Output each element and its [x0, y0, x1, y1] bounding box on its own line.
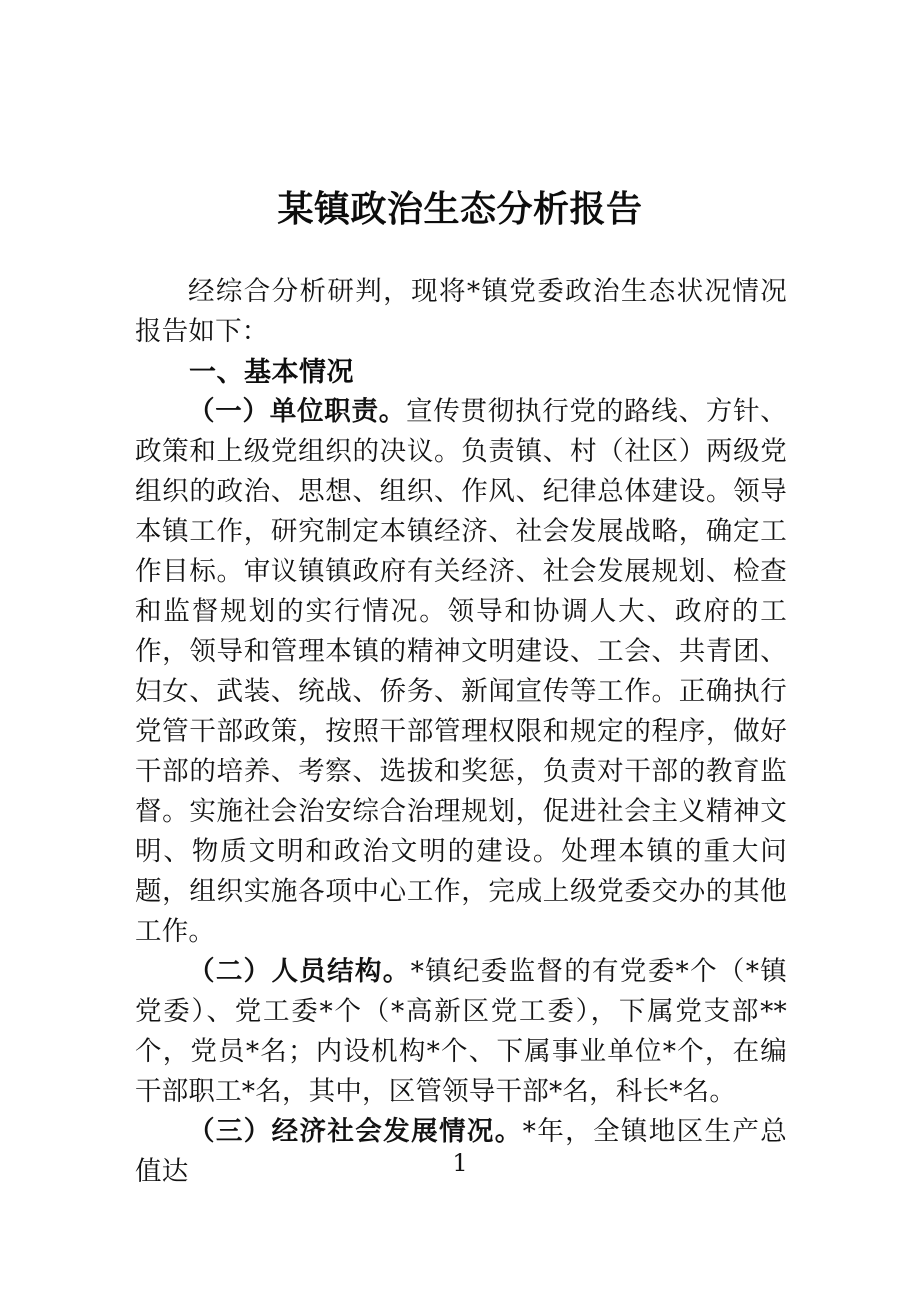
- paragraph-personnel-structure: [135, 952, 787, 1112]
- page-number: 1: [452, 1149, 468, 1177]
- runin-label-unit-duties: （一）单位职责。: [188, 396, 407, 427]
- paragraph-intro: 经综合分析研判，现将*镇党委政治生态状况情况报告如下：: [135, 276, 787, 347]
- page-title: 某镇政治生态分析报告: [277, 188, 643, 230]
- section-heading-basic-situation: 一、基本情况: [189, 357, 354, 387]
- paragraph-unit-duties-text: 宣传贯彻执行党的路线、方针、政策和上级党组织的决议。负责镇、村（社区）两级党组织的政治、思想、组织、作风、纪律总体建设。领导本镇工作，研究制定本镇经济、社会发展战略，确定工作目标。审议镇镇政府有关经济、社会发展规划、检查和监督规划的实行情况。领导和协调人大、政府的工作，领导和管理本镇的精神文明建设、工会、共青团、妇女、武装、统战、侨务、新闻宣传等工作。正确执行党管干部政策，按照干部管理权限和规定的程序，做好干部的培养、考察、选拔和奖惩，负责对干部的教育监督。实施社会治安综合治理规划，促进社会主义精神文明、物质文明和政治文明的建设。处理本镇的重大问题，组织实施各项中心工作，完成上级党委交办的其他工作。: [135, 396, 787, 947]
- document-body: [135, 272, 787, 1192]
- paragraph-unit-duties: [135, 392, 787, 952]
- paragraph-economic-social-development-text: *年，全镇地区生产总值达: [135, 1116, 788, 1187]
- paragraph-personnel-structure-text: *镇纪委监督的有党委*个（*镇党委）、党工委*个（*高新区党工委），下属党支部**个，党员*名；内设机构*个、下属事业单位*个，在编干部职工*名，其中，区管领导干部*名，科长*名。: [135, 956, 787, 1107]
- runin-label-economic-social-development: （三）经济社会发展情况。: [188, 1116, 523, 1147]
- runin-label-personnel-structure: （二）人员结构。: [188, 956, 411, 987]
